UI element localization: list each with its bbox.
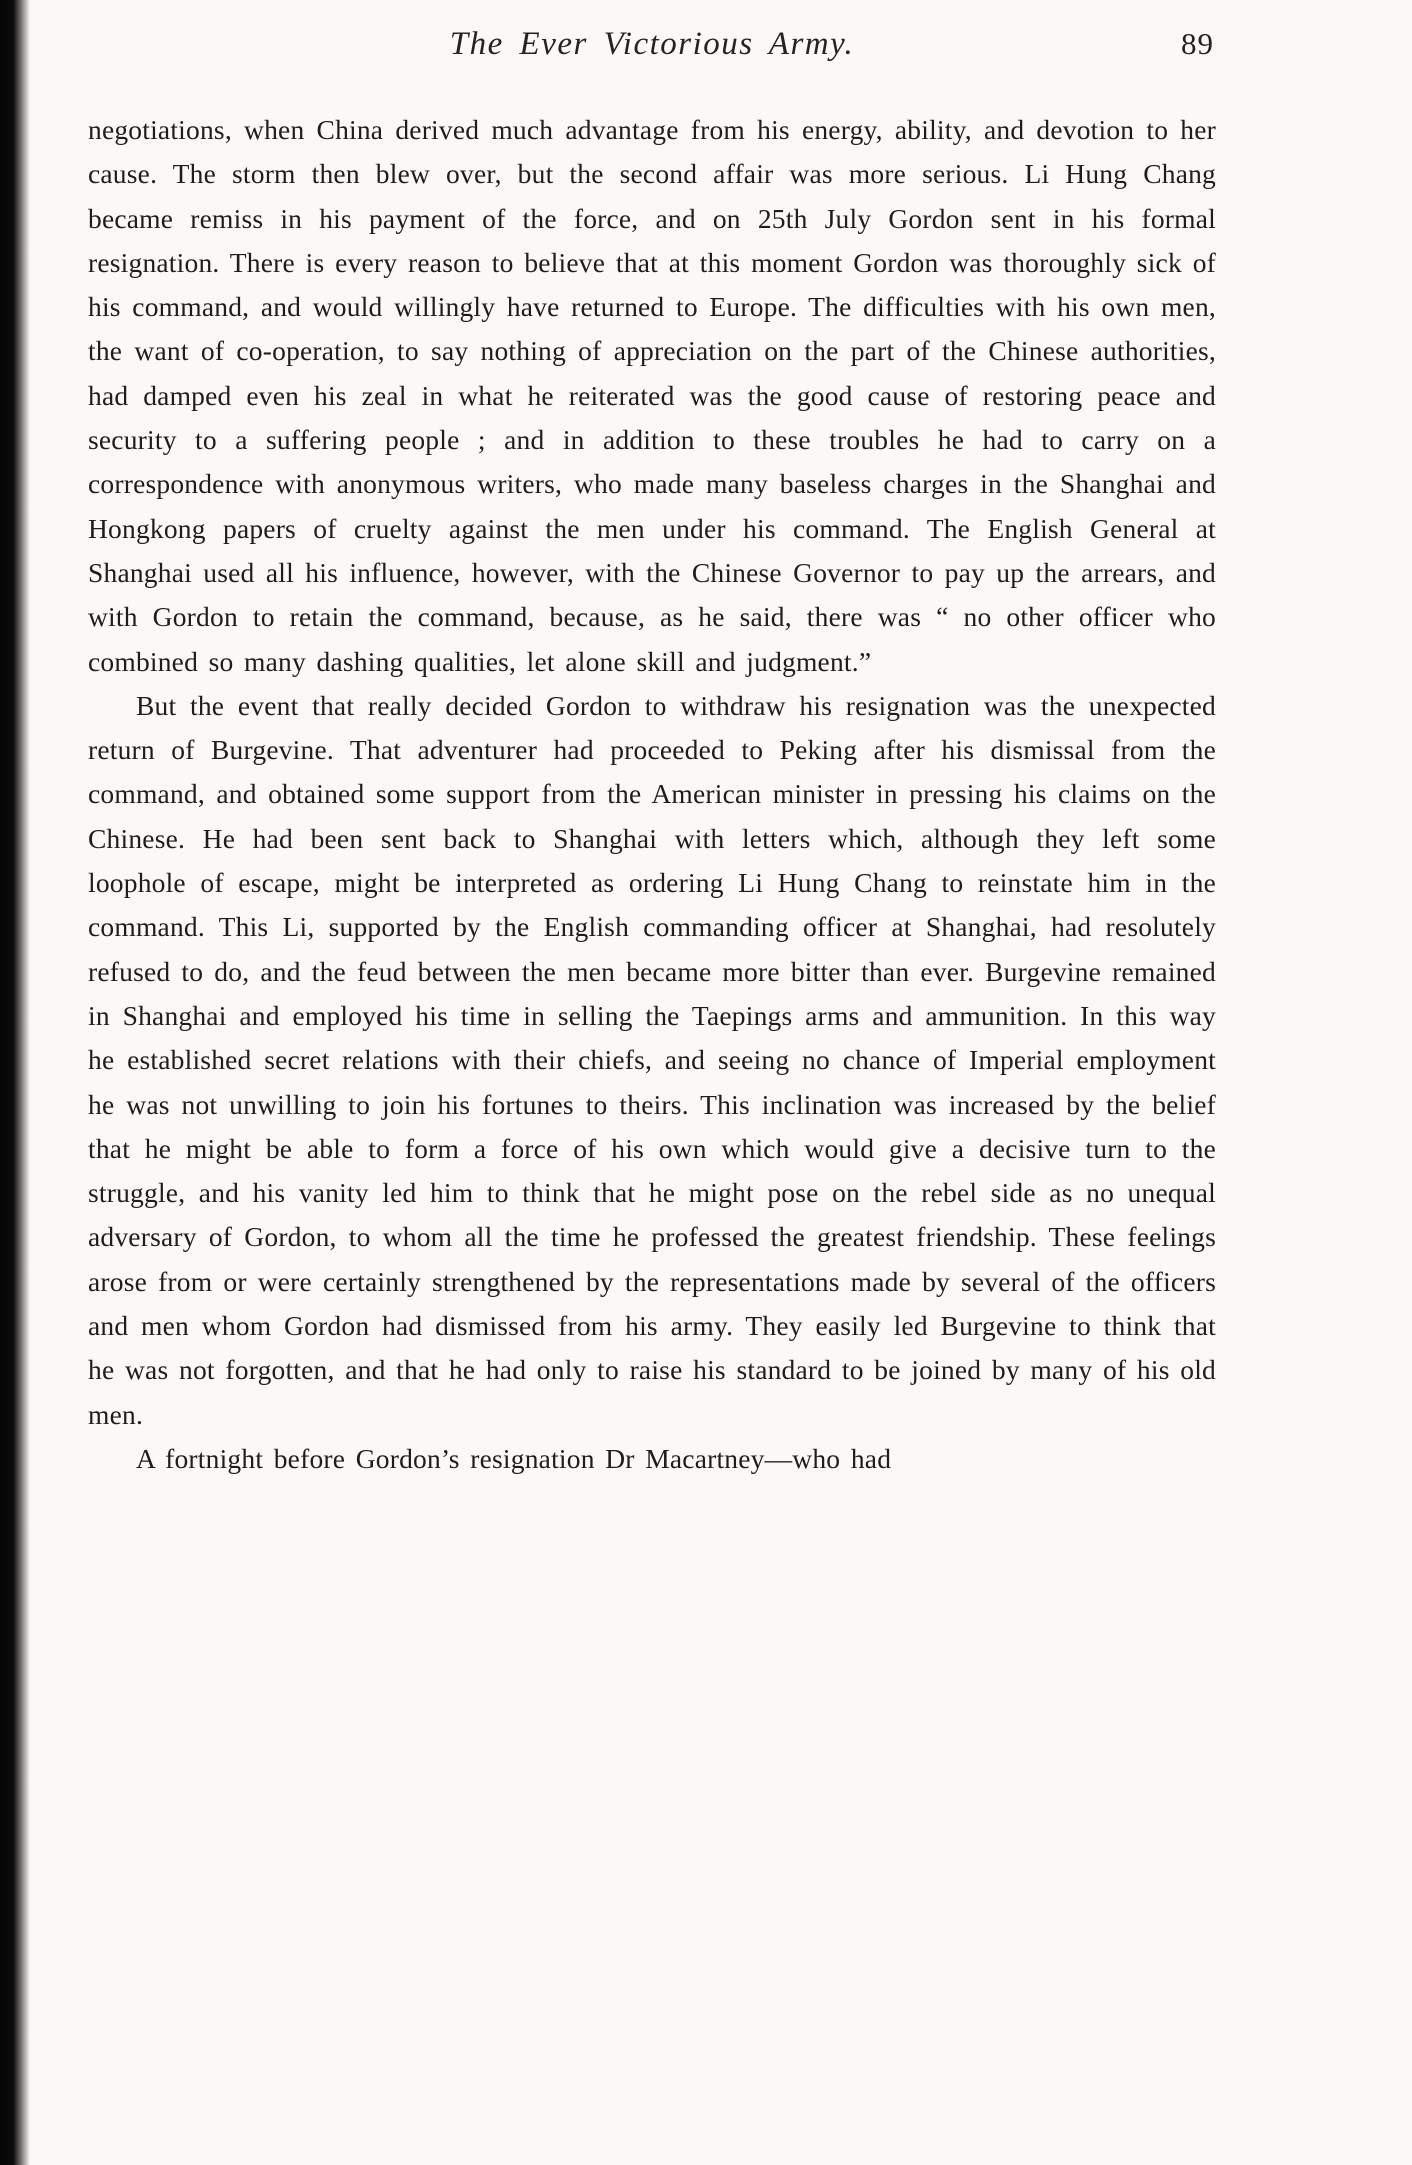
paragraph-1: negotiations, when China derived much advantage from his energy, ability, and devotion to her cause. The storm then blew over, but the second affair was more serious. Li Hung Chang became remiss in his payment of the force, and on 25th July Gordon sent in his formal resignation. There is every reason to believe that at this moment Gordon was thoroughly sick of his command, and would willingly have returned to Europe. The difficulties with his own men, the want of co-operation, to say nothing of appreciation on the part of the Chinese authorities, had damped even his zeal in what he reiterated was the good cause of restoring peace and security to a suffering people ; and in addition to these troubles he had to carry on a correspondence with anonymous writers, who made many baseless charges in the Shanghai and Hongkong papers of cruelty against the men under his command. The English General at Shanghai used all his influence, however, with the Chinese Governor to pay up the arrears, and with Gordon to retain the command, because, as he said, there was “ no other officer who combined so many dashing qualities, let alone skill and judgment.” [88, 114, 1216, 677]
scan-gutter-shadow [0, 0, 30, 2165]
body-text [88, 108, 1216, 1481]
page-number: 89 [1181, 26, 1214, 61]
page-header [88, 26, 1216, 78]
running-title: The Ever Victorious Army. [449, 26, 855, 62]
paragraph-3: A fortnight before Gordon’s resignation Dr Macartney—who had [136, 1442, 892, 1474]
paragraph-2: But the event that really decided Gordon to withdraw his resignation was the unexpected return of Burgevine. That adventurer had proceeded to Peking after his dismissal from the command, and obtained some support from the American minister in pressing his claims on the Chinese. He had been sent back to Shanghai with letters which, although they left some loophole of escape, might be interpreted as ordering Li Hung Chang to reinstate him in the command. This Li, supported by the English commanding officer at Shanghai, had resolutely refused to do, and the feud between the men became more bitter than ever. Burgevine remained in Shanghai and employed his time in selling the Taepings arms and ammunition. In this way he established secret relations with their chiefs, and seeing no chance of Imperial employment he was not unwilling to join his fortunes to theirs. This inclination was increased by the belief that he might be able to form a force of his own which would give a decisive turn to the struggle, and his vanity led him to think that he might pose on the rebel side as no unequal adversary of Gordon, to whom all the time he professed the greatest friendship. These feelings arose from or were certainly strengthened by the representations made by several of the officers and men whom Gordon had dismissed from his army. They easily led Burgevine to think that he was not forgotten, and that he had only to raise his standard to be joined by many of his old men. [88, 689, 1216, 1430]
